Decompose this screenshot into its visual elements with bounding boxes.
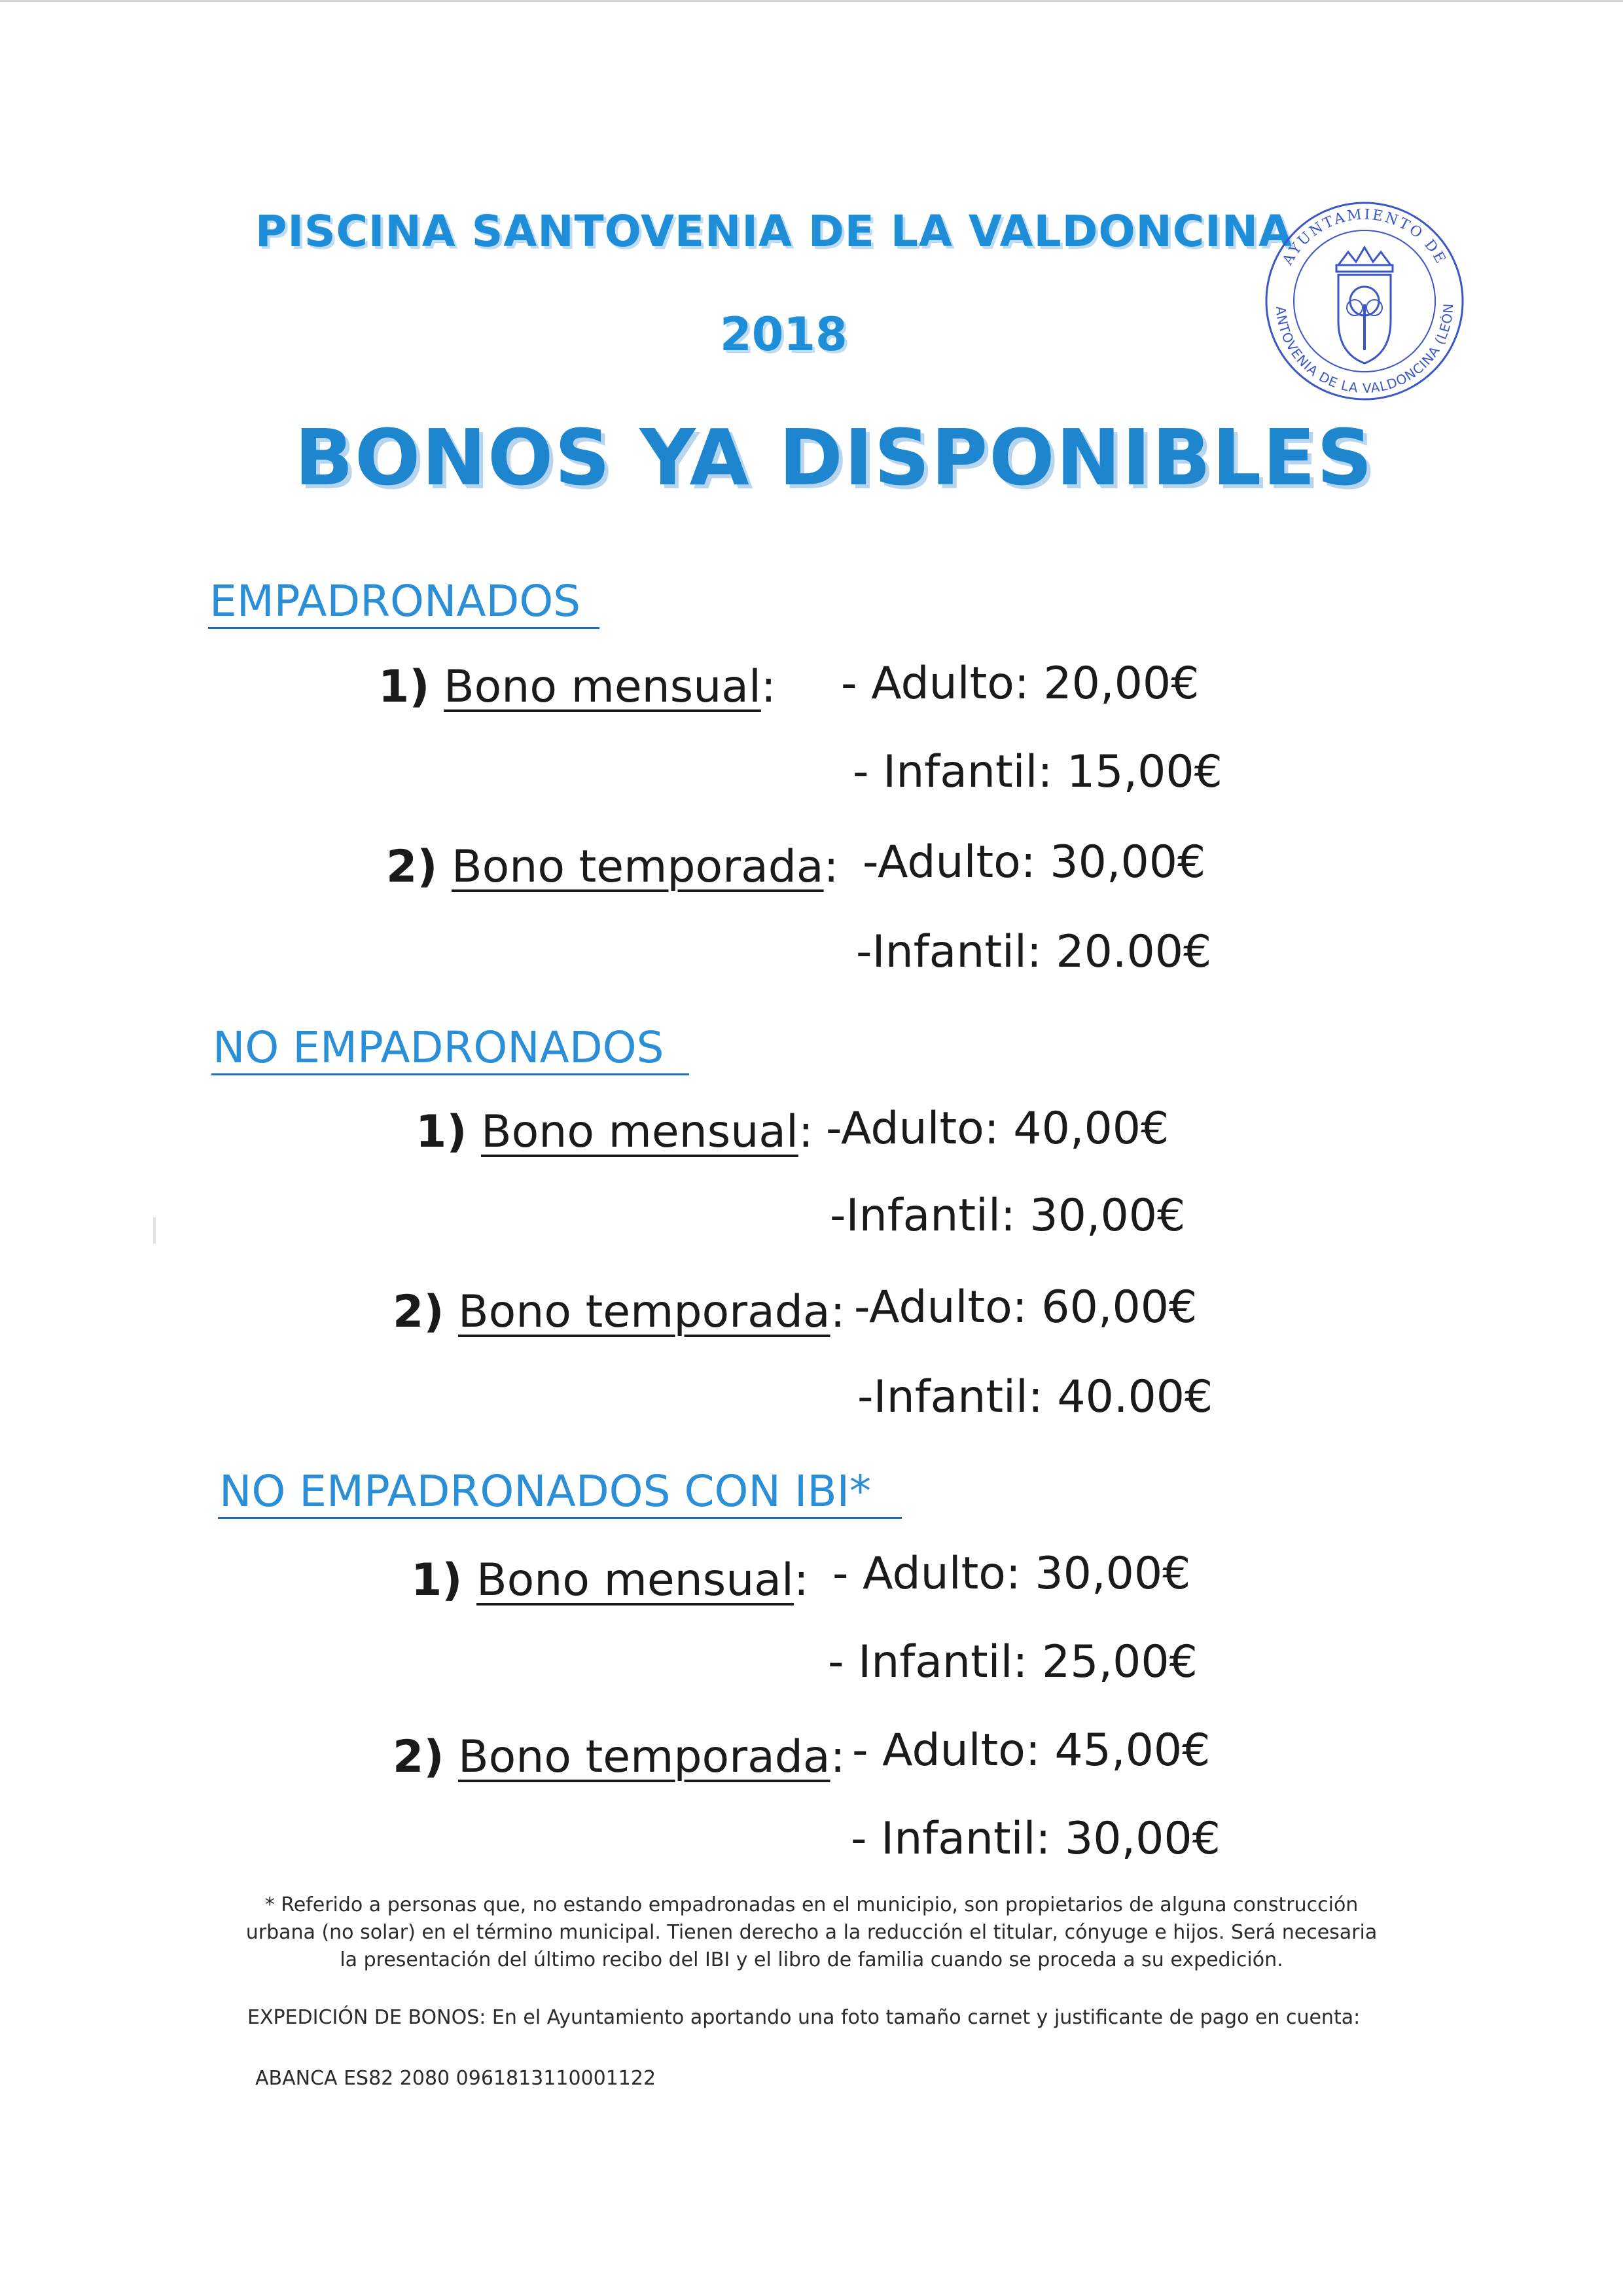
item-number: 2) [393, 1731, 444, 1783]
section-heading-no-empadronados: NO EMPADRONADOS [213, 1022, 664, 1073]
footnote-line: la presentación del último recibo del IBI y el libro de familia cuando se proceda a su expedición. [340, 1948, 1283, 1971]
item-number: 2) [393, 1286, 444, 1338]
colon: : [798, 1106, 813, 1158]
colon: : [830, 1731, 846, 1783]
bono-type: Bono mensual [444, 661, 761, 713]
page-title: PISCINA SANTOVENIA DE LA VALDONCINA [255, 206, 1293, 257]
section-heading-no-empadronados-ibi: NO EMPADRONADOS CON IBI* [219, 1466, 872, 1516]
price-adulto: - Adulto: 30,00€ [832, 1548, 1191, 1600]
price-adulto: - Adulto: 45,00€ [852, 1725, 1211, 1776]
bono-type: Bono temporada [458, 1286, 830, 1338]
item-number: 2) [386, 841, 438, 893]
price-adulto: - Adulto: 20,00€ [841, 658, 1200, 709]
seal-top-text: AYUNTAMIENTO DE [1279, 206, 1450, 268]
colon: : [760, 661, 776, 713]
section-underline [218, 1517, 902, 1519]
price-adulto: -Adulto: 60,00€ [854, 1282, 1198, 1333]
coat-of-arms-icon [1257, 190, 1472, 412]
bono-type: Bono mensual [476, 1554, 794, 1606]
svg-text:AYUNTAMIENTO DE [1279, 206, 1450, 268]
footnote-line: * Referido a personas que, no estando empadronadas en el municipio, son propietarios de alguna construcción [264, 1893, 1359, 1916]
scan-edge-line [0, 0, 1623, 2]
item-label [393, 1286, 846, 1338]
item-number: 1) [416, 1106, 467, 1158]
footnote-line: urbana (no solar) en el término municipal. Tienen derecho a la reducción el titular, cónyuge e hijos. Será necesaria [245, 1921, 1378, 1944]
price-infantil: -Infantil: 30,00€ [830, 1190, 1186, 1242]
colon: : [793, 1554, 809, 1606]
bono-type: Bono temporada [452, 841, 824, 893]
section-heading-empadronados: EMPADRONADOS [209, 576, 581, 626]
seal-bottom-text: ANTOVENIA DE LA VALDONCINA (LEÓN [1272, 302, 1457, 397]
price-adulto: -Adulto: 40,00€ [826, 1103, 1169, 1155]
item-label [393, 1731, 846, 1783]
colon: : [823, 841, 839, 893]
item-number: 1) [411, 1554, 463, 1606]
price-infantil: -Infantil: 40.00€ [857, 1371, 1213, 1423]
item-number: 1) [378, 661, 430, 713]
bank-account: ABANCA ES82 2080 0961813110001122 [255, 2067, 656, 2090]
price-adulto: -Adulto: 30,00€ [863, 836, 1206, 888]
bono-type: Bono mensual [481, 1106, 798, 1158]
item-label [386, 841, 839, 893]
item-label [411, 1554, 809, 1606]
footnote [229, 1892, 1394, 1974]
municipal-seal [1257, 190, 1472, 412]
bono-type: Bono temporada [458, 1731, 830, 1783]
price-infantil: - Infantil: 30,00€ [851, 1813, 1221, 1865]
price-infantil: - Infantil: 15,00€ [853, 746, 1222, 798]
year-label: 2018 [720, 308, 847, 361]
scan-mark [153, 1217, 156, 1244]
price-infantil: - Infantil: 25,00€ [828, 1636, 1198, 1688]
colon: : [830, 1286, 846, 1338]
item-label [416, 1106, 813, 1158]
price-infantil: -Infantil: 20.00€ [856, 926, 1212, 978]
headline: BONOS YA DISPONIBLES [294, 412, 1374, 503]
expedicion-text: EXPEDICIÓN DE BONOS: En el Ayuntamiento aportando una foto tamaño carnet y justificante de pago en cuenta: [247, 2006, 1361, 2029]
section-underline [208, 627, 599, 629]
item-label [378, 661, 776, 713]
section-underline [211, 1073, 689, 1075]
